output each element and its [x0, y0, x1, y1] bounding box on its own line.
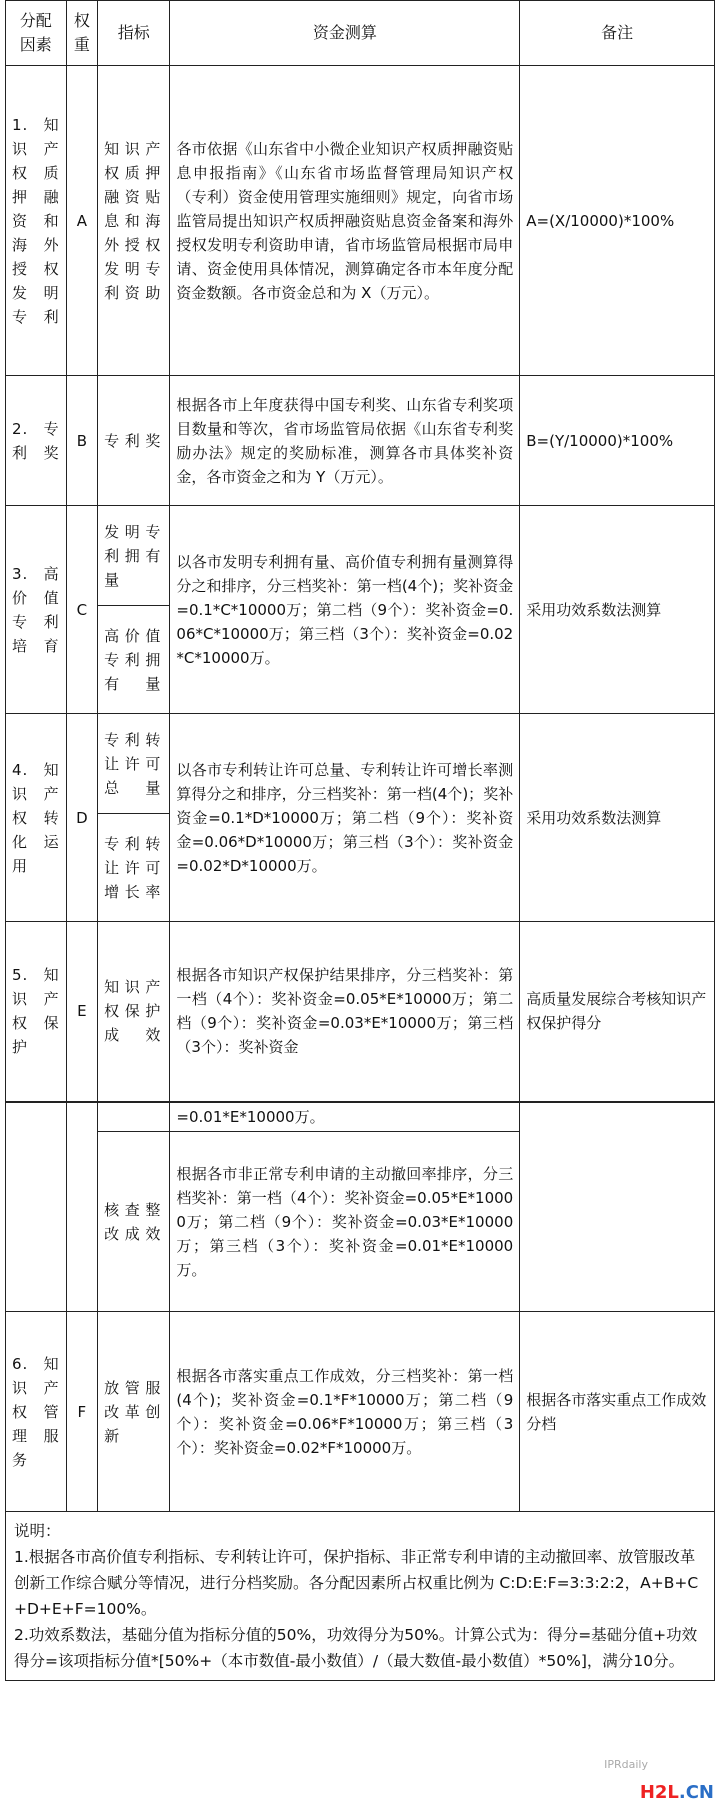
- calc-cell: =0.01*E*10000万。: [170, 1102, 520, 1132]
- factor-cell: 3.高价值专利培育: [6, 506, 67, 714]
- note-cell-empty: [520, 1102, 715, 1312]
- table-row: [6, 922, 715, 1102]
- header-row: [6, 1, 715, 66]
- factor-cell-empty: [6, 1102, 67, 1312]
- weight-cell: C: [66, 506, 97, 714]
- factor-cell: 6.知识产权管理服务: [6, 1312, 67, 1512]
- allocation-table: [5, 0, 715, 1681]
- watermark-text: IPRdaily: [604, 1758, 648, 1771]
- calc-cell: 各市依据《山东省中小微企业知识产权质押融资贴息申报指南》《山东省市场监督管理局知识产权（专利）资金使用管理实施细则》规定，向省市场监管局提出知识产权质押融资贴息资金备案和海外授权发明专利资助申请，省市场监管局根据市局申请、资金使用具体情况，测算确定各市本年度分配资金数额。各市资金总和为 X（万元）。: [170, 66, 520, 376]
- calc-cell: 根据各市知识产权保护结果排序，分三档奖补：第一档（4个）：奖补资金=0.05*E*10000万；第二档（9个）：奖补资金=0.03*E*10000万；第三档（3个）：奖补资金: [170, 922, 520, 1102]
- weight-cell: E: [66, 922, 97, 1102]
- note-item: 1.根据各市高价值专利指标、专利转让许可，保护指标、非正常专利申请的主动撤回率、放管服改革创新工作综合赋分等情况，进行分档奖励。各分配因素所占权重比例为 C:D:E:F=3:3:2:2，A+B+C+D+E+F=100%。: [14, 1548, 699, 1618]
- indicator-cell: 核查整改成效: [98, 1132, 170, 1312]
- note-cell: A=(X/10000)*100%: [520, 66, 715, 376]
- table-row: [6, 1312, 715, 1512]
- watermark-logo: [640, 1782, 714, 1803]
- header-weight: 权重: [66, 1, 97, 66]
- calc-cell: 以各市专利转让许可总量、专利转让许可增长率测算得分之和排序，分三档奖补：第一档(4个)；奖补资金=0.1*D*10000万；第二档（9个）：奖补资金=0.06*D*10000万；第三档（3个）：奖补资金=0.02*D*10000万。: [170, 714, 520, 922]
- indicator-cell: 知识产权保护成效: [98, 922, 170, 1102]
- indicator-cell: 专利奖: [98, 376, 170, 506]
- calc-cell: 根据各市上年度获得中国专利奖、山东省专利奖项目数量和等次，省市场监管局依据《山东省专利奖励办法》规定的奖励标准，测算各市具体奖补资金，各市资金之和为 Y（万元）。: [170, 376, 520, 506]
- weight-cell: A: [66, 66, 97, 376]
- note-cell: 根据各市落实重点工作成效分档: [520, 1312, 715, 1512]
- indicator-cell: 专利转让许可增长率: [98, 814, 170, 922]
- weight-cell: F: [66, 1312, 97, 1512]
- table-row: [6, 376, 715, 506]
- indicator-cell: 高价值专利拥有量: [98, 606, 170, 714]
- header-factor: 分配因素: [6, 1, 67, 66]
- note-cell: 采用功效系数法测算: [520, 714, 715, 922]
- note-item: 2.功效系数法，基础分值为指标分值的50%，功效得分为50%。计算公式为：得分=基础分值+功效得分=该项指标分值*[50%+（本市数值-最小数值）/（最大数值-最小数值）*50%]，满分10分。: [14, 1626, 698, 1670]
- calc-cell: 根据各市非正常专利申请的主动撤回率排序，分三档奖补：第一档（4个）：奖补资金=0.05*E*10000万；第二档（9个）：奖补资金=0.03*E*10000万；第三档（3个）：奖补资金=0.01*E*10000万。: [170, 1132, 520, 1312]
- calc-cell: 根据各市落实重点工作成效，分三档奖补：第一档(4个)；奖补资金=0.1*F*10000万；第二档（9个）：奖补资金=0.06*F*10000万；第三档（3个）：奖补资金=0.02*F*10000万。: [170, 1312, 520, 1512]
- weight-cell: D: [66, 714, 97, 922]
- table-row: [6, 506, 715, 606]
- table-row: [6, 1102, 715, 1132]
- watermark-prefix: H2L: [639, 1782, 679, 1803]
- indicator-cell: 发明专利拥有量: [98, 506, 170, 606]
- calc-cell: 以各市发明专利拥有量、高价值专利拥有量测算得分之和排序，分三档奖补：第一档(4个)；奖补资金=0.1*C*10000万；第二档（9个）：奖补资金=0.06*C*10000万；第三档（3个）：奖补资金=0.02*C*10000万。: [170, 506, 520, 714]
- table-row: [6, 714, 715, 814]
- header-note: 备注: [520, 1, 715, 66]
- table-row: [6, 66, 715, 376]
- note-cell: B=(Y/10000)*100%: [520, 376, 715, 506]
- weight-cell: B: [66, 376, 97, 506]
- factor-cell: 4.知识产权转化运用: [6, 714, 67, 922]
- indicator-cell-empty: [98, 1102, 170, 1132]
- indicator-cell: 知识产权质押融资贴息和海外授权发明专利资助: [98, 66, 170, 376]
- weight-cell-empty: [66, 1102, 97, 1312]
- indicator-cell: 专利转让许可总量: [98, 714, 170, 814]
- notes-row: [6, 1512, 715, 1681]
- note-cell: 高质量发展综合考核知识产权保护得分: [520, 922, 715, 1102]
- note-cell: 采用功效系数法测算: [520, 506, 715, 714]
- header-calc: 资金测算: [170, 1, 520, 66]
- factor-cell: 2.专利奖: [6, 376, 67, 506]
- factor-cell: 5.知识产权保护: [6, 922, 67, 1102]
- header-indicator: 指标: [98, 1, 170, 66]
- notes-title: 说明：: [14, 1522, 61, 1540]
- factor-cell: 1.知识产权质押融资和海外授权发明专利: [6, 66, 67, 376]
- notes-cell: [6, 1512, 715, 1681]
- indicator-cell: 放管服改革创新: [98, 1312, 170, 1512]
- watermark-suffix: .CN: [678, 1782, 714, 1803]
